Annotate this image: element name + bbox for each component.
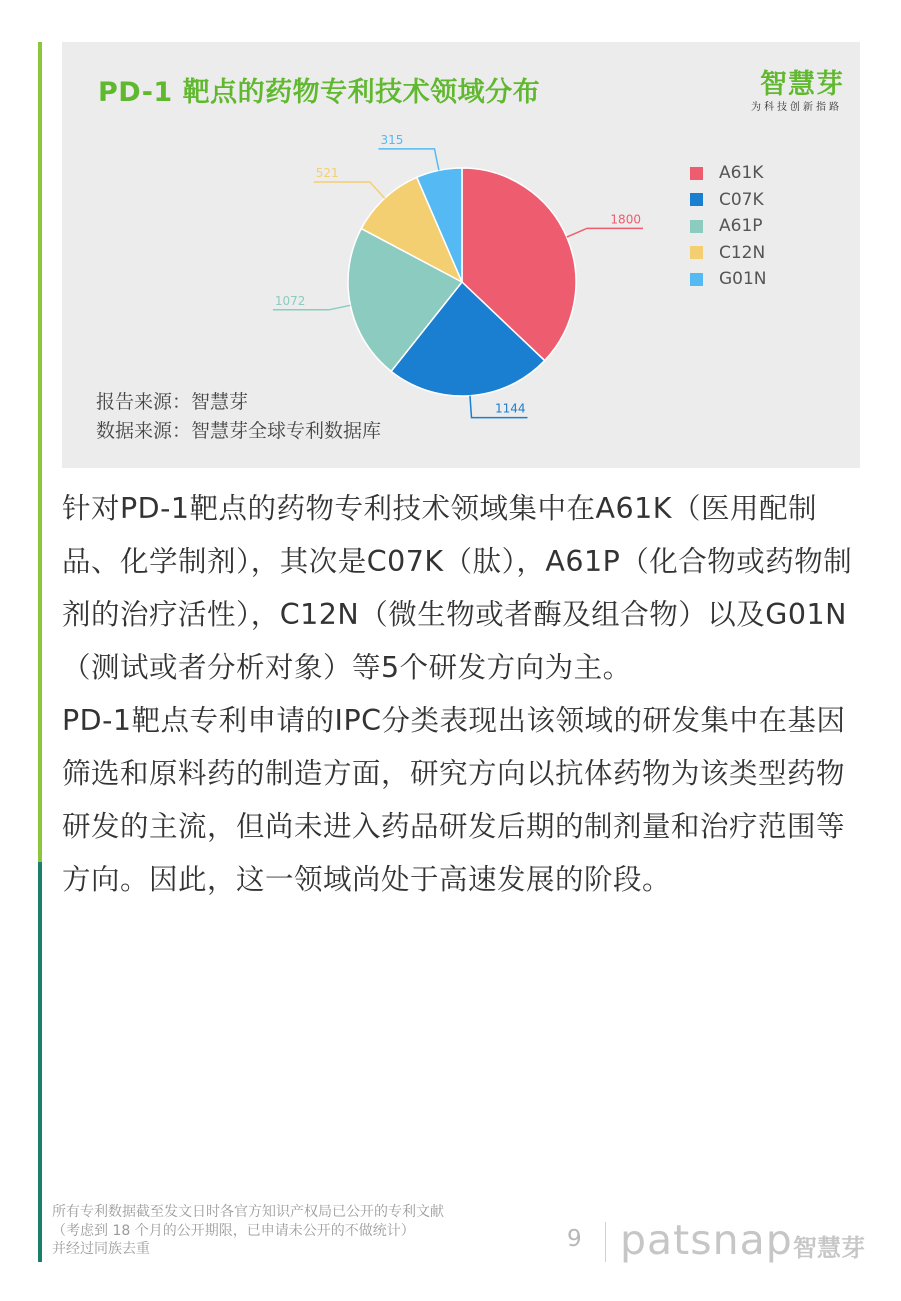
logo-tagline: 为科技创新指路	[751, 102, 842, 113]
footer-note-line: 所有专利数据截至发文日时各官方知识产权局已公开的专利文献	[52, 1204, 444, 1220]
legend-label: G01N	[719, 269, 767, 290]
brand-logo: patsnap	[620, 1216, 793, 1264]
body-paragraph-2: PD-1靶点专利申请的IPC分类表现出该领域的研发集中在基因筛选和原料药的制造方面，研究方向以抗体药物为该类型药物研发的主流，但尚未进入药品研发后期的制剂量和治疗范围等方向。因此，这一领域尚处于高速发展的阶段。	[62, 704, 846, 896]
data-source: 数据来源：智慧芽全球专利数据库	[96, 420, 382, 442]
logo-text: 智慧芽	[760, 69, 844, 100]
data-label-a61k: 1800	[610, 212, 641, 227]
legend-item-g01n	[690, 266, 767, 293]
report-source: 报告来源：智慧芽	[96, 391, 249, 413]
body-paragraph-1: 针对PD-1靶点的药物专利技术领域集中在A61K（医用配制品、化学制剂），其次是C07K（肽），A61P（化合物或药物制剂的治疗活性），C12N（微生物或者酶及组合物）以及G01N（测试或者分析对象）等5个研发方向为主。	[62, 492, 853, 684]
data-label-a61p: 1072	[274, 293, 306, 308]
body-text	[62, 482, 868, 906]
legend-swatch	[690, 220, 703, 233]
legend-swatch	[690, 273, 703, 286]
legend-label: C07K	[719, 189, 764, 210]
source-block	[96, 388, 381, 446]
accent-bar-bottom	[38, 862, 42, 1262]
legend-label: A61P	[719, 216, 763, 237]
page-number: 9	[567, 1226, 582, 1252]
footer-note-line: （考虑到 18 个月的公开期限，已申请未公开的不做统计）	[52, 1222, 415, 1239]
data-label-g01n: 315	[380, 132, 404, 147]
legend-item-c07k	[690, 187, 767, 214]
footer-note-line: 并经过同族去重	[52, 1241, 150, 1257]
brand-logo-cn: 智慧芽	[793, 1234, 865, 1262]
leader-line-a61k	[567, 228, 643, 237]
legend-swatch	[690, 246, 703, 259]
legend-swatch	[690, 167, 703, 180]
accent-bar-top	[38, 42, 42, 862]
legend-label: A61K	[719, 163, 764, 184]
data-label-c12n: 521	[315, 166, 339, 181]
legend-item-c12n	[690, 240, 767, 267]
chart-legend	[690, 160, 767, 293]
chart-title: PD-1 靶点的药物专利技术领域分布	[98, 77, 541, 108]
legend-item-a61p	[690, 213, 767, 240]
leader-line-g01n	[378, 149, 438, 171]
chart-card	[62, 42, 860, 468]
leader-line-c12n	[314, 182, 385, 198]
footer-divider	[605, 1222, 606, 1262]
footer-note	[52, 1203, 572, 1259]
data-label-c07k: 1144	[494, 401, 526, 416]
legend-item-a61k	[690, 160, 767, 187]
legend-swatch	[690, 193, 703, 206]
legend-label: C12N	[719, 242, 766, 263]
